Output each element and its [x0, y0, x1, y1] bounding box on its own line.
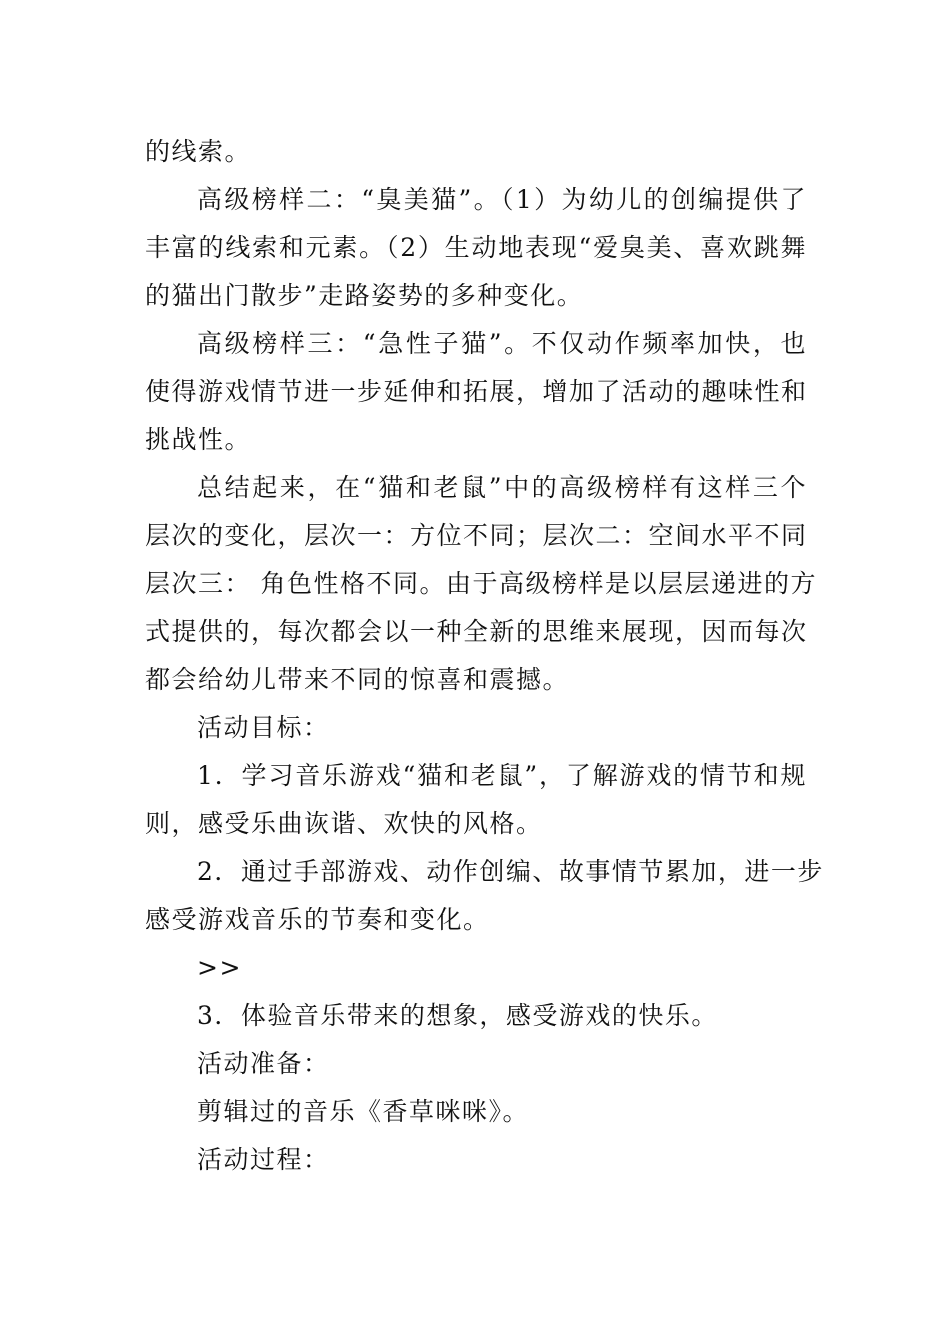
- paragraph-line: 使得游戏情节进一步延伸和拓展，增加了活动的趣味性和: [145, 377, 808, 406]
- list-item-line: 感受游戏音乐的节奏和变化。: [145, 905, 490, 934]
- paragraph-line: 挑战性。: [145, 425, 252, 454]
- list-item-line: 2．通过手部游戏、动作创编、故事情节累加，进一步: [197, 857, 824, 886]
- list-item-line: 则，感受乐曲诙谐、欢快的风格。: [145, 809, 543, 838]
- document-body: [145, 128, 824, 1184]
- paragraph-line: 都会给幼儿带来不同的惊喜和震撼。: [145, 665, 570, 694]
- paragraph-line: 的猫出门散步”走路姿势的多种变化。: [145, 281, 584, 310]
- paragraph-line: 总结起来，在“猫和老鼠”中的高级榜样有这样三个: [197, 473, 807, 502]
- list-item-line: 1．学习音乐游戏“猫和老鼠”，了解游戏的情节和规: [197, 761, 807, 790]
- continuation-marker: >>: [197, 953, 242, 982]
- paragraph-line: 的线索。: [145, 137, 252, 166]
- section-heading-process: 活动过程：: [197, 1145, 330, 1174]
- paragraph-line: 丰富的线索和元素。（2）生动地表现“爱臭美、喜欢跳舞: [145, 233, 807, 262]
- list-item-line: 3．体验音乐带来的想象，感受游戏的快乐。: [197, 1001, 718, 1030]
- paragraph-line: 式提供的，每次都会以一种全新的思维来展现，因而每次: [145, 617, 808, 646]
- paragraph-line: 层次三： 角色性格不同。由于高级榜样是以层层递进的方: [145, 569, 817, 598]
- paragraph-line: 高级榜样三：“急性子猫”。不仅动作频率加快，也: [197, 329, 807, 358]
- section-heading-preparation: 活动准备：: [197, 1049, 330, 1078]
- paragraph-line: 剪辑过的音乐《香草咪咪》。: [197, 1097, 530, 1126]
- paragraph-line: 高级榜样二：“臭美猫”。（1）为幼儿的创编提供了: [197, 185, 807, 214]
- paragraph-line: 层次的变化，层次一：方位不同；层次二：空间水平不同: [145, 521, 808, 550]
- section-heading-objectives: 活动目标：: [197, 713, 330, 742]
